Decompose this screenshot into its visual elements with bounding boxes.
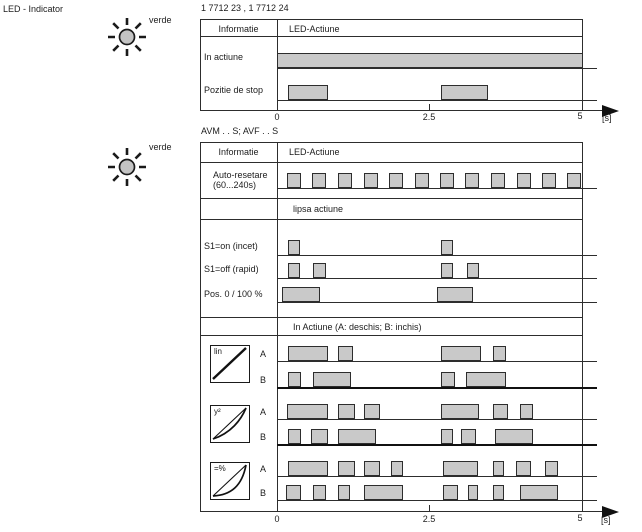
- pulse-bar: [467, 263, 479, 278]
- channel-label-b: B: [259, 375, 266, 385]
- pulse-bar: [288, 429, 301, 444]
- page-title: LED - Indicator: [3, 4, 64, 14]
- chart1-title: 1 7712 23 , 1 7712 24: [201, 3, 289, 13]
- column-header-informatie: Informatie: [218, 147, 259, 157]
- axis-unit-label: [s]: [602, 113, 612, 123]
- pulse-bar: [288, 240, 300, 255]
- table-rule: [200, 335, 583, 336]
- pulse-bar: [287, 173, 301, 188]
- signal-track-y2-b: [277, 429, 597, 446]
- section-label-lipsa-actiune: lipsa actiune: [293, 204, 344, 214]
- signal-track-auto-resetare: [277, 173, 597, 189]
- pulse-bar: [441, 240, 453, 255]
- led-color-label: verde: [149, 15, 172, 25]
- pulse-bar: [542, 173, 556, 188]
- pulse-bar: [465, 173, 479, 188]
- pulse-bar: [364, 485, 403, 500]
- pulse-bar: [338, 404, 355, 419]
- pulse-bar: [277, 53, 583, 68]
- signal-track-pozitie-de-stop: [277, 85, 597, 101]
- pulse-bar: [443, 485, 458, 500]
- axis-tick-2-5: [429, 104, 430, 110]
- axis-tick-label-5: 5: [577, 111, 583, 121]
- pulse-bar: [338, 429, 376, 444]
- pulse-bar: [440, 173, 454, 188]
- pulse-bar: [495, 429, 534, 444]
- pulse-bar: [493, 485, 505, 500]
- pulse-bar: [493, 346, 506, 361]
- channel-label-a: A: [259, 349, 266, 359]
- signal-label-auto-resetare: Auto-resetare: [213, 170, 268, 180]
- pulse-bar: [567, 173, 581, 188]
- pulse-bar: [491, 173, 505, 188]
- pulse-bar: [288, 263, 300, 278]
- pulse-bar: [389, 173, 403, 188]
- axis-tick-label-5: 5: [577, 513, 583, 523]
- curve-icon-label: y²: [214, 407, 221, 416]
- pulse-bar: [443, 461, 478, 476]
- signal-label-s1-off: S1=off (rapid): [204, 264, 259, 274]
- curve-icon-equal-percent: [210, 462, 250, 500]
- pulse-bar: [288, 346, 328, 361]
- section-label-in-actiune: In Actiune (A: deschis; B: inchis): [293, 322, 422, 332]
- signal-track-y2-a: [277, 404, 597, 420]
- table-border-top: [200, 19, 583, 20]
- pulse-bar: [364, 461, 379, 476]
- pulse-bar: [288, 85, 328, 100]
- axis-tick-label-2-5: 2.5: [422, 112, 436, 122]
- channel-label-b: B: [259, 432, 266, 442]
- pulse-bar: [338, 485, 350, 500]
- axis-unit-label: [s]: [601, 515, 611, 525]
- channel-label-b: B: [259, 488, 266, 498]
- pulse-bar: [338, 173, 352, 188]
- axis-tick-2-5: [429, 505, 430, 511]
- pulse-bar: [437, 287, 473, 302]
- pulse-bar: [441, 85, 487, 100]
- signal-track-eq-b: [277, 485, 597, 501]
- table-header-rule: [200, 162, 583, 163]
- led-blink-icon: [106, 16, 148, 58]
- pulse-bar: [520, 404, 533, 419]
- signal-track-s1-off: [277, 263, 597, 279]
- pulse-bar: [520, 485, 559, 500]
- signal-label-pos-0-100: Pos. 0 / 100 %: [204, 289, 263, 299]
- column-header-led-actiune: LED-Actiune: [289, 147, 340, 157]
- pulse-bar: [282, 287, 320, 302]
- curve-icon-lin: [210, 345, 250, 383]
- channel-label-a: A: [259, 407, 266, 417]
- signal-label-pozitie-de-stop: Pozitie de stop: [204, 85, 264, 95]
- chart2-table: [200, 142, 583, 512]
- axis-tick-label-0: 0: [274, 514, 280, 524]
- table-rule: [200, 219, 583, 220]
- pulse-bar: [287, 404, 327, 419]
- axis-tick-label-0: 0: [274, 112, 280, 122]
- pulse-bar: [415, 173, 429, 188]
- curve-icon-y2: [210, 405, 250, 443]
- time-axis-line: [200, 511, 612, 512]
- pulse-bar: [441, 404, 479, 419]
- pulse-bar: [493, 461, 505, 476]
- pulse-bar: [313, 372, 351, 387]
- signal-track-lin-a: [277, 346, 597, 362]
- pulse-bar: [313, 263, 326, 278]
- signal-label-s1-on: S1=on (incet): [204, 241, 258, 251]
- pulse-bar: [493, 404, 508, 419]
- signal-track-s1-on: [277, 240, 597, 256]
- time-axis-line: [200, 110, 612, 111]
- pulse-bar: [288, 372, 301, 387]
- table-border-top: [200, 142, 583, 143]
- signal-label-in-actiune: In actiune: [204, 52, 244, 62]
- channel-label-a: A: [259, 464, 266, 474]
- signal-track-lin-b: [277, 372, 597, 389]
- table-rule: [200, 317, 583, 318]
- pulse-bar: [391, 461, 403, 476]
- pulse-bar: [441, 429, 453, 444]
- pulse-bar: [364, 404, 379, 419]
- pulse-bar: [441, 372, 454, 387]
- column-header-led-actiune: LED-Actiune: [289, 24, 340, 34]
- curve-icon-label: lin: [214, 347, 223, 356]
- pulse-bar: [461, 429, 476, 444]
- chart2-title: AVM . . S; AVF . . S: [201, 126, 279, 136]
- column-header-informatie: Informatie: [218, 24, 259, 34]
- pulse-bar: [441, 346, 481, 361]
- table-header-rule: [200, 36, 583, 37]
- pulse-bar: [466, 372, 506, 387]
- signal-track-eq-a: [277, 461, 597, 477]
- pulse-bar: [441, 263, 453, 278]
- pulse-bar: [312, 173, 326, 188]
- pulse-bar: [516, 461, 531, 476]
- pulse-bar: [364, 173, 378, 188]
- pulse-bar: [338, 346, 353, 361]
- axis-tick-label-2-5: 2.5: [422, 514, 436, 524]
- signal-track-in-actiune: [277, 53, 597, 69]
- chart1-table: [200, 19, 583, 110]
- pulse-bar: [313, 485, 326, 500]
- pulse-bar: [468, 485, 478, 500]
- led-color-label: verde: [149, 142, 172, 152]
- pulse-bar: [338, 461, 355, 476]
- pulse-bar: [517, 173, 531, 188]
- pulse-bar: [286, 485, 301, 500]
- table-rule: [200, 198, 583, 199]
- pulse-bar: [288, 461, 328, 476]
- pulse-bar: [545, 461, 558, 476]
- signal-track-pos-0-100: [277, 287, 597, 303]
- pulse-bar: [311, 429, 328, 444]
- signal-label-auto-resetare-range: (60...240s): [213, 180, 257, 190]
- curve-icon-label: =%: [214, 464, 226, 473]
- led-blink-icon: [106, 146, 148, 188]
